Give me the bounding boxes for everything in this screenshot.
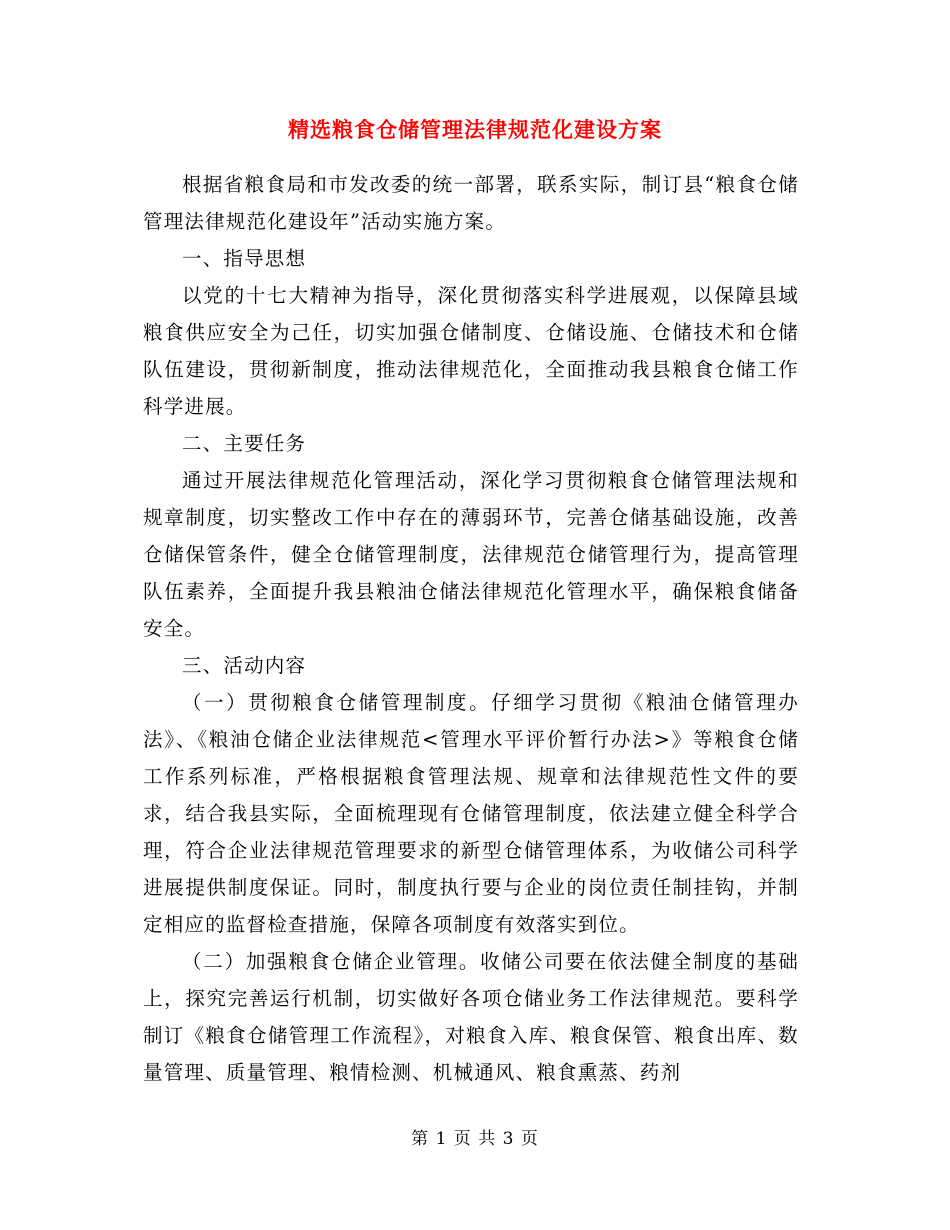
paragraph-activity-2: （二）加强粮食仓储企业管理。收储公司要在依法健全制度的基础上，探究完善运行机制，切实做好各项仓储业务工作法律规范。要科学制订《粮食仓储管理工作流程》，对粮食入库、粮食保管、粮食出库、数量管理、质量管理、粮情检测、机械通风、粮食熏蒸、药剂 xyxy=(143,950,799,1084)
section-heading-activity-content: 三、活动内容 xyxy=(182,654,307,677)
section-heading-main-tasks: 二、主要任务 xyxy=(182,432,307,455)
paragraph-guiding-thought: 以党的十七大精神为指导，深化贯彻落实科学进展观，以保障县域粮食供应安全为己任，切实加强仓储制度、仓储设施、仓储技术和仓储队伍建设，贯彻新制度，推动法律规范化，全面推动我县粮食仓储工作科学进展。 xyxy=(143,284,799,418)
page-number-footer: 第 1 页 共 3 页 xyxy=(411,1129,539,1149)
document-title: 精选粮食仓储管理法律规范化建设方案 xyxy=(288,117,662,142)
paragraph-intro: 根据省粮食局和市发改委的统一部署，联系实际，制订县“粮食仓储管理法律规范化建设年”活动实施方案。 xyxy=(143,173,799,233)
section-heading-guiding-thought: 一、指导思想 xyxy=(182,247,307,270)
document-body xyxy=(143,166,799,1091)
paragraph-main-tasks: 通过开展法律规范化管理活动，深化学习贯彻粮食仓储管理法规和规章制度，切实整改工作中存在的薄弱环节，完善仓储基础设施，改善仓储保管条件，健全仓储管理制度，法律规范仓储管理行为，提高管理队伍素养，全面提升我县粮油仓储法律规范化管理水平，确保粮食储备安全。 xyxy=(143,469,799,640)
paragraph-activity-1: （一）贯彻粮食仓储管理制度。仔细学习贯彻《粮油仓储管理办法》、《粮油仓储企业法律规范<管理水平评价暂行办法>》等粮食仓储工作系列标准，严格根据粮食管理法规、规章和法律规范性文件的要求，结合我县实际，全面梳理现有仓储管理制度，依法建立健全科学合理，符合企业法律规范管理要求的新型仓储管理体系，为收储公司科学进展提供制度保证。同时，制度执行要与企业的岗位责任制挂钩，并制定相应的监督检查措施，保障各项制度有效落实到位。 xyxy=(143,691,799,936)
